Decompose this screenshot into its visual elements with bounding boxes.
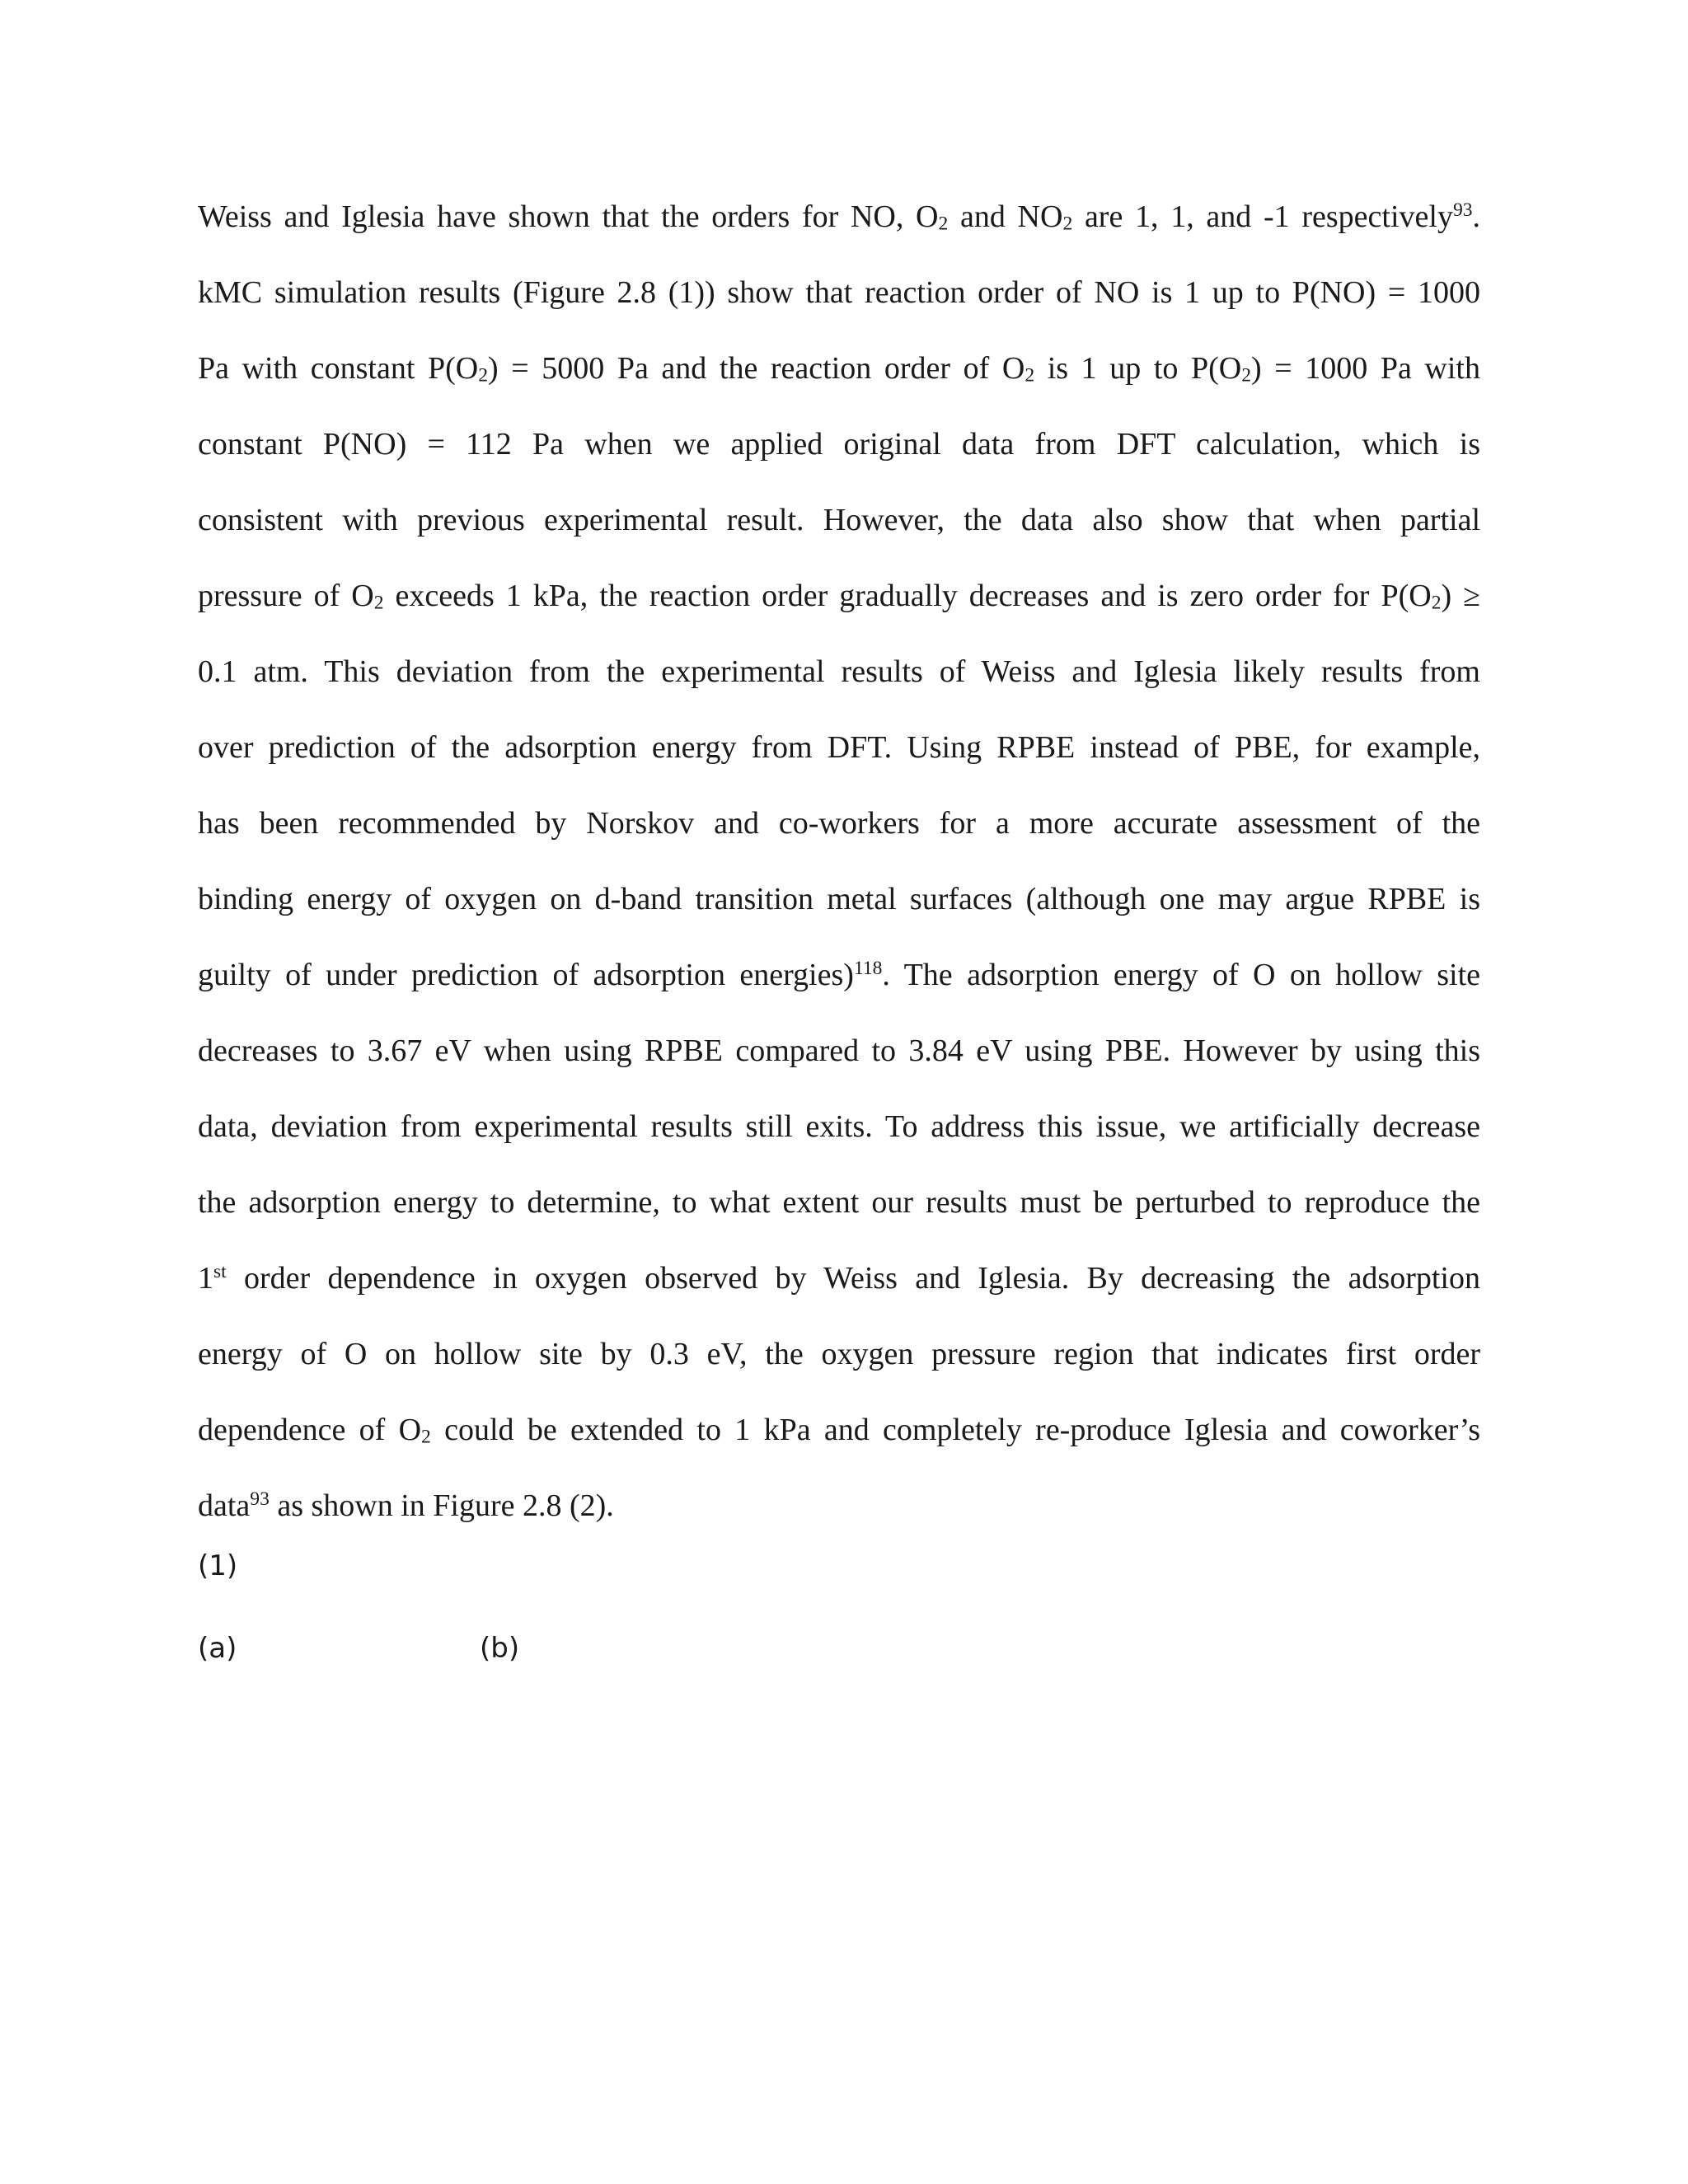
text-run: has been recommended by Norskov and co-workers for a more accurate assessment of the xyxy=(198,806,1480,841)
text-run: consistent with previous experimental result. However, the data also show that when partial xyxy=(198,503,1480,537)
text-line xyxy=(198,185,1480,260)
superscript: 93 xyxy=(250,1488,270,1511)
text-run: order dependence in oxygen observed by Weiss and Iglesia. By decreasing the adsorption xyxy=(226,1261,1480,1296)
text-run: ) = 5000 Pa and the reaction order of O xyxy=(487,351,1025,386)
text-line xyxy=(198,336,1480,412)
text-line xyxy=(198,1170,1480,1246)
text-run: data, deviation from experimental results still exits. To address this issue, we artificially decrease xyxy=(198,1109,1480,1144)
superscript: 118 xyxy=(853,958,883,980)
text-line xyxy=(198,1094,1480,1170)
text-run: dependence of O xyxy=(198,1413,422,1447)
subscript: 2 xyxy=(421,1426,431,1448)
text-line xyxy=(198,488,1480,564)
text-run: exceeds 1 kPa, the reaction order gradually decreases and is zero order for P(O xyxy=(383,579,1432,613)
superscript: st xyxy=(213,1261,227,1283)
text-line xyxy=(198,1019,1480,1094)
subscript: 2 xyxy=(1025,364,1035,387)
subscript: 2 xyxy=(478,364,488,387)
text-run: decreases to 3.67 eV when using RPBE compared to 3.84 eV using PBE. However by using this xyxy=(198,1033,1480,1068)
text-run: data xyxy=(198,1488,251,1523)
text-run: constant P(NO) = 112 Pa when we applied original data from DFT calculation, which is xyxy=(198,427,1480,462)
text-run: the adsorption energy to determine, to what extent our results must be perturbed to reproduce the xyxy=(198,1185,1480,1220)
text-line xyxy=(198,943,1480,1019)
text-line xyxy=(198,791,1480,867)
subscript: 2 xyxy=(938,213,949,235)
text-run: pressure of O xyxy=(198,579,374,613)
text-line xyxy=(198,867,1480,943)
text-run: ) = 1000 Pa with xyxy=(1250,351,1480,386)
subscript: 2 xyxy=(1431,592,1442,614)
text-line xyxy=(198,1474,1480,1549)
text-line xyxy=(198,1246,1480,1322)
text-run: . The adsorption energy of O on hollow site xyxy=(882,958,1480,992)
text-run: ) ≥ xyxy=(1441,579,1480,613)
subscript: 2 xyxy=(1241,364,1251,387)
text-line xyxy=(198,412,1480,488)
superscript: 93 xyxy=(1452,199,1473,222)
text-run: are 1, 1, and -1 respectively xyxy=(1072,199,1453,234)
text-run: Weiss and Iglesia have shown that the orders for NO, O xyxy=(198,199,939,234)
text-line xyxy=(198,564,1480,640)
subscript: 2 xyxy=(373,592,384,614)
text-run: 0.1 atm. This deviation from the experimental results of Weiss and Iglesia likely results from xyxy=(198,654,1480,689)
figure-label-a: (a) xyxy=(198,1632,237,1665)
subscript: 2 xyxy=(1062,213,1073,235)
text-line xyxy=(198,715,1480,791)
text-line xyxy=(198,260,1480,336)
text-run: over prediction of the adsorption energy from DFT. Using RPBE instead of PBE, for example, xyxy=(198,730,1480,765)
text-run: Pa with constant P(O xyxy=(198,351,479,386)
text-run: guilty of under prediction of adsorption energies) xyxy=(198,958,854,992)
text-run: . xyxy=(1472,199,1480,234)
text-run: 1 xyxy=(198,1261,213,1296)
text-run: could be extended to 1 kPa and completely re-produce Iglesia and coworker’s xyxy=(430,1413,1481,1447)
text-run: is 1 up to P(O xyxy=(1034,351,1242,386)
text-run: energy of O on hollow site by 0.3 eV, the oxygen pressure region that indicates first order xyxy=(198,1337,1480,1371)
text-run: kMC simulation results (Figure 2.8 (1)) show that reaction order of NO is 1 up to P(NO) = 1000 xyxy=(198,275,1480,310)
text-line xyxy=(198,640,1480,715)
body-paragraph xyxy=(198,185,1480,1549)
text-run: and NO xyxy=(948,199,1063,234)
text-line xyxy=(198,1322,1480,1398)
figure-label-1: (1) xyxy=(198,1549,238,1582)
text-run: binding energy of oxygen on d-band transition metal surfaces (although one may argue RPBE is xyxy=(198,882,1480,916)
figure-label-b: (b) xyxy=(480,1632,520,1665)
text-line xyxy=(198,1398,1480,1474)
text-run: as shown in Figure 2.8 (2). xyxy=(269,1488,614,1523)
